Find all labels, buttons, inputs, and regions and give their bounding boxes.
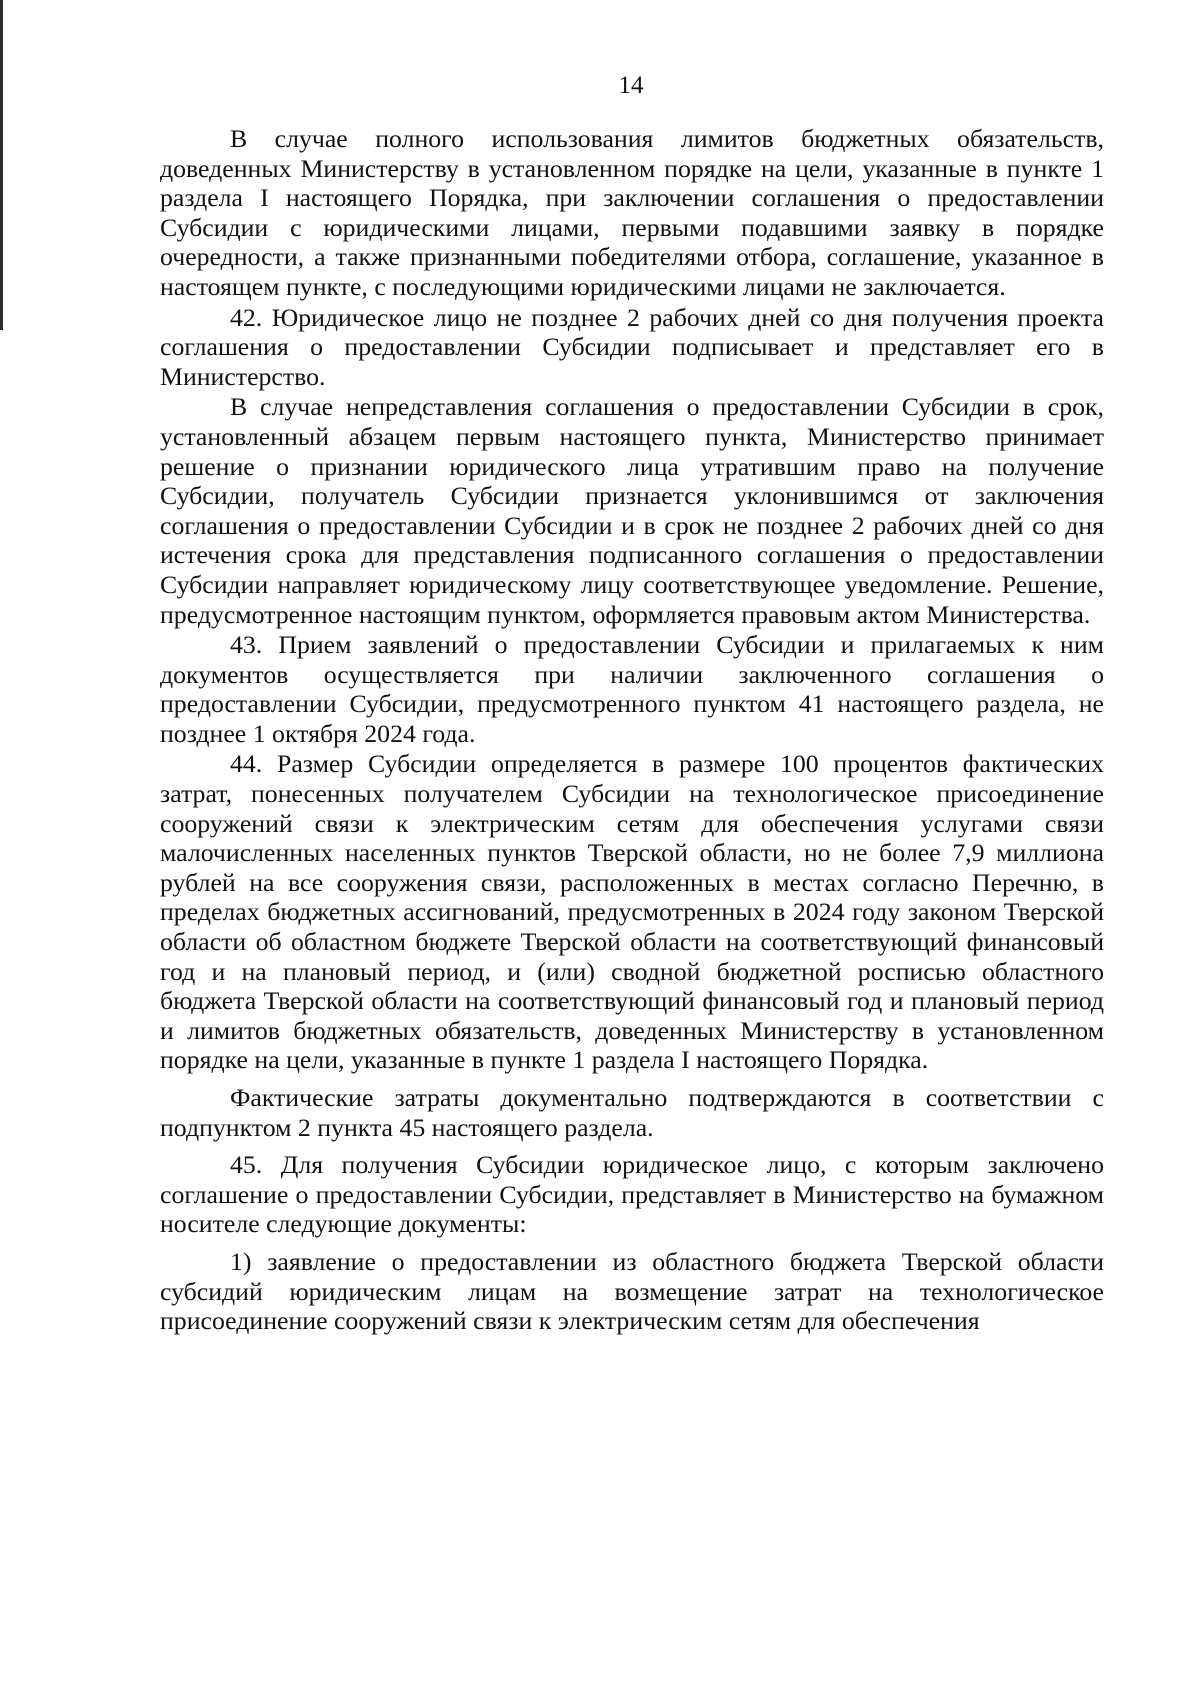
paragraph-actual-costs: Фактические затраты документально подтверждаются в соответствии с подпунктом 2 пункта 45 настоящего раздела. <box>160 1083 1104 1142</box>
paragraph-item-45: 45. Для получения Субсидии юридическое лицо, с которым заключено соглашение о предоставлении Субсидии, представляет в Министерство на бумажном носителе следующие документы: <box>160 1150 1104 1239</box>
scan-edge-line <box>0 0 3 330</box>
paragraph-limits-exhausted: В случае полного использования лимитов бюджетных обязательств, доведенных Министерству в установленном порядке на цели, указанные в пункте 1 раздела I настоящего Порядка, при заключении соглашения о предоставлении Субсидии с юридическими лицами, первыми подавшими заявку в порядке очередности, а также признанными победителями отбора, соглашение, указанное в настоящем пункте, с последующими юридическими лицами не заключается. <box>160 124 1104 301</box>
document-body <box>160 124 1104 1337</box>
paragraph-subitem-1: 1) заявление о предоставлении из областного бюджета Тверской области субсидий юридическим лицам на возмещение затрат на технологическое присоединение сооружений связи к электрическим сетям для обеспечения <box>160 1246 1104 1336</box>
paragraph-item-42: 42. Юридическое лицо не позднее 2 рабочих дней со дня получения проекта соглашения о предоставлении Субсидии подписывает и представляет его в Министерство. <box>160 302 1104 391</box>
page-number: 14 <box>618 72 644 99</box>
paragraph-non-submission: В случае непредставления соглашения о предоставлении Субсидии в срок, установленный абзацем первым настоящего пункта, Министерство принимает решение о признании юридического лица утратившим право на получение Субсидии, получатель Субсидии признается уклонившимся от заключения соглашения о предоставлении Субсидии и в срок не позднее 2 рабочих дней со дня истечения срока для представления подписанного соглашения о предоставлении Субсидии направляет юридическому лицу соответствующее уведомление. Решение, предусмотренное настоящим пунктом, оформляется правовым актом Министерства. <box>160 392 1104 629</box>
paragraph-item-43: 43. Прием заявлений о предоставлении Субсидии и прилагаемых к ним документов осуществляется при наличии заключенного соглашения о предоставлении Субсидии, предусмотренного пунктом 41 настоящего раздела, не позднее 1 октября 2024 года. <box>160 630 1104 748</box>
paragraph-item-44: 44. Размер Субсидии определяется в размере 100 процентов фактических затрат, понесенных получателем Субсидии на технологическое присоединение сооружений связи к электрическим сетям для обеспечения услугами связи малочисленных населенных пунктов Тверской области, но не более 7,9 миллиона рублей на все сооружения связи, расположенных в местах согласно Перечню, в пределах бюджетных ассигнований, предусмотренных в 2024 году законом Тверской области об областном бюджете Тверской области на соответствующий финансовый год и на плановый период, и (или) сводной бюджетной росписью областного бюджета Тверской области на соответствующий финансовый год и плановый период и лимитов бюджетных обязательств, доведенных Министерству в установленном порядке на цели, указанные в пункте 1 раздела I настоящего Порядка. <box>160 749 1104 1075</box>
